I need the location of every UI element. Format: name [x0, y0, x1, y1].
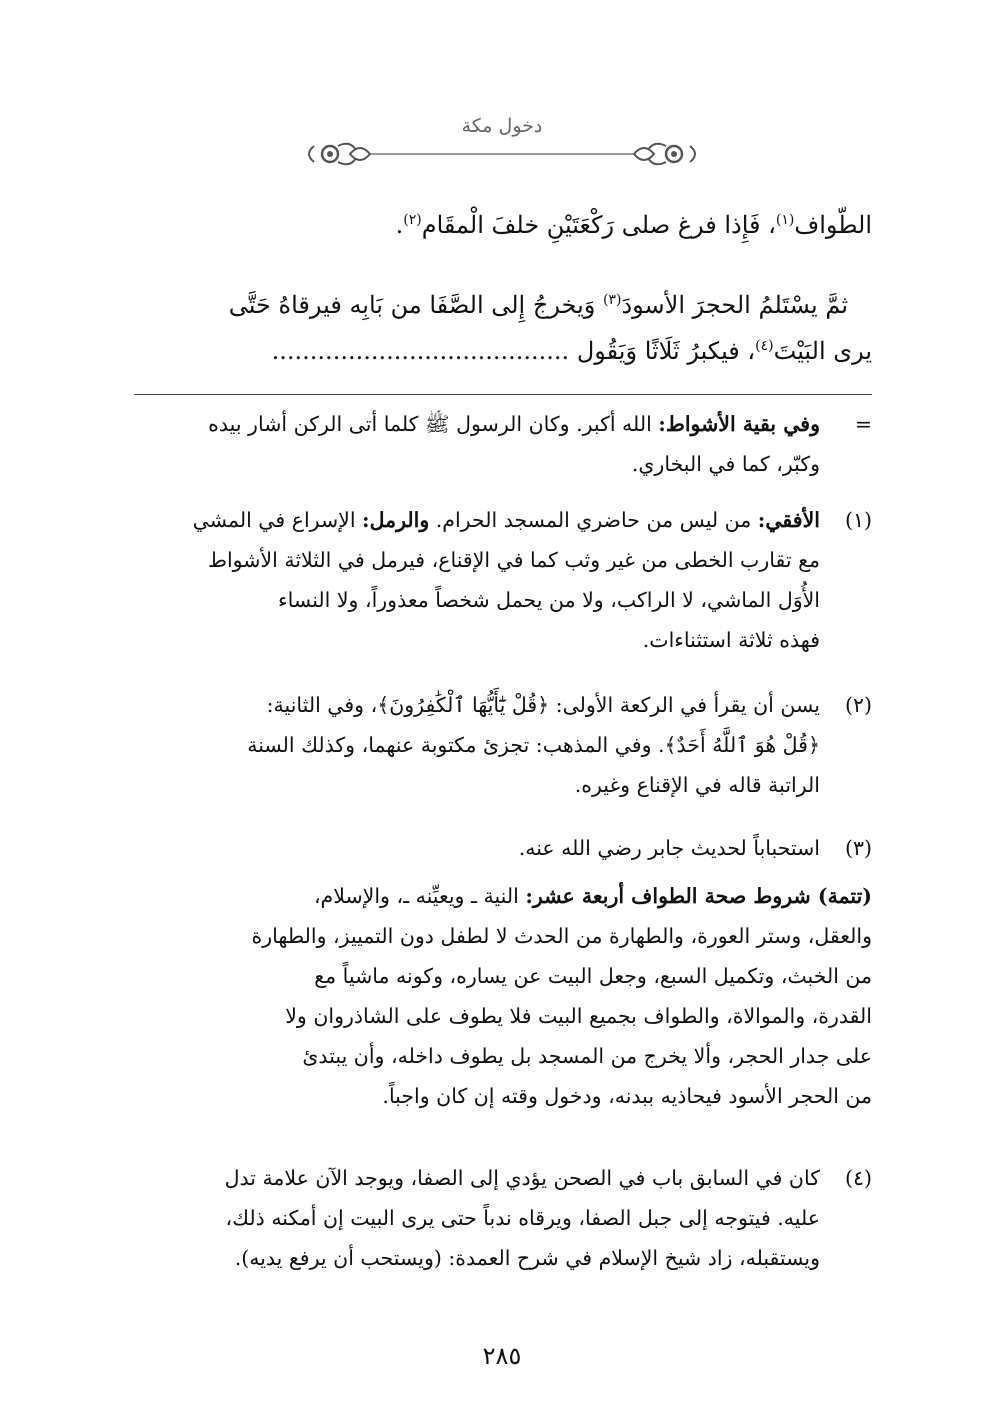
text-segment: النية ـ ويعيِّنه ـ، والإسلام، — [313, 884, 526, 908]
text-segment: ثمَّ يسْتَلمُ الحجرَ الأسودَ — [621, 291, 848, 319]
footnote-ref-3: (٣) — [602, 292, 622, 308]
footnote-line: الراتبة قاله في الإقناع وغيره. — [574, 773, 820, 797]
footnote-separator — [134, 394, 872, 395]
text-segment: ، فَإِذا فرغ صلى رَكْعَتَيْنِ خلفَ الْمقَام — [421, 211, 776, 239]
text-segment: وَيخرجُ إِلى الصَّفَا من بَابِه فيرقاهُ حَتَّى — [228, 291, 603, 319]
ornament-divider-icon — [300, 136, 704, 172]
footnote-2 — [132, 685, 872, 805]
footnote-line: من الخبث، وتكميل السبع، وجعل البيت عن يساره، وكونه ماشياً مع — [314, 964, 872, 988]
text-segment: الطّواف — [794, 211, 872, 239]
dotted-leader: ....................................... — [271, 337, 570, 365]
main-text-line-1 — [132, 196, 872, 249]
text-segment: من ليس من حاضري المسجد الحرام. — [429, 508, 758, 532]
footnote-4 — [132, 1158, 872, 1278]
text-segment: . — [395, 211, 404, 239]
footnote-number: (١) — [844, 508, 872, 532]
footnote-number: (٤) — [844, 1166, 872, 1190]
footnote-ref-4: (٤) — [755, 338, 774, 354]
page-number: ٢٨٥ — [482, 1342, 522, 1370]
footnote-line: وكبّر، كما في البخاري. — [631, 452, 820, 476]
text-segment: يرى البَيْتَ — [773, 337, 872, 365]
text-segment: الله أكبر. وكان الرسول ﷺ كلما أتى الركن أشار بيده — [208, 412, 659, 436]
bold-term: والرمل: — [362, 508, 430, 532]
footnote-number: (٢) — [844, 693, 872, 717]
bold-term: وفي بقية الأشواط: — [658, 412, 820, 436]
footnote-line: عليه. فيتوجه إلى جبل الصفا، ويرقاه ندباً حتى يرى البيت إن أمكنه ذلك، — [225, 1206, 820, 1230]
footnote-1 — [132, 500, 872, 660]
footnote-line: فهذه ثلاثة استثناءات. — [642, 628, 820, 652]
text-segment: ، فيكبرُ ثَلَاثًا وَيَقُول — [576, 337, 756, 365]
footnote-line: مع تقارب الخطى من غير وثب كما في الإقناع، فيرمل في الثلاثة الأشواط — [208, 548, 820, 572]
footnote-line: كان في السابق باب في الصحن يؤدي إلى الصفا، ويوجد الآن علامة تدل — [224, 1166, 820, 1190]
footnote-3 — [132, 828, 872, 868]
footnote-line: من الحجر الأسود فيحاذيه ببدنه، ودخول وقته إن كان واجباً. — [382, 1084, 872, 1108]
footnote-line: ﴿قُلْ هُوَ ٱللَّهُ أَحَدٌ﴾. وفي المذهب: تجزئ مكتوبة عنهما، وكذلك السنة — [247, 733, 820, 757]
footnote-line: الأُوَل الماشي، لا الراكب، ولا من يحمل شخصاً معذوراً، ولا النساء — [278, 588, 820, 612]
footnote-line: استحباباً لحديث جابر رضي الله عنه. — [518, 836, 820, 860]
bold-term: (تتمة) شروط صحة الطواف أربعة عشر: — [525, 884, 872, 908]
header-title: دخول مكة — [461, 115, 543, 137]
footnote-line: القدرة، والموالاة، والطواف بجميع البيت فلا يطوف على الشاذروان ولا — [285, 1004, 872, 1028]
text-segment: الإسراع في المشي — [192, 508, 363, 532]
footnote-ref-2: (٢) — [403, 212, 422, 228]
continuation-mark: = — [854, 412, 872, 436]
running-header — [300, 112, 704, 172]
footnote-ref-1: (١) — [775, 212, 795, 228]
footnote-number: (٣) — [844, 836, 872, 860]
footnote-line: على جدار الحجر، وألا يخرج من المسجد بل يطوف داخله، وأن يبتدئ — [302, 1044, 872, 1068]
tatimma-note — [132, 876, 872, 1116]
bold-term: الأفقي: — [757, 508, 820, 532]
footnote-line: والعقل، وستر العورة، والطهارة من الحدث لا لطفل دون التمييز، والطهارة — [251, 924, 872, 948]
footnote-continuation — [132, 404, 872, 484]
footnote-line: ويستقبله، زاد شيخ الإسلام في شرح العمدة: (ويستحب أن يرفع يديه). — [234, 1246, 820, 1270]
footnote-line: يسن أن يقرأ في الركعة الأولى: ﴿قُلْ يَٰٓأَيُّهَا ٱلْكَٰفِرُونَ﴾، وفي الثانية: — [266, 693, 820, 717]
main-text-line-3 — [132, 322, 872, 375]
